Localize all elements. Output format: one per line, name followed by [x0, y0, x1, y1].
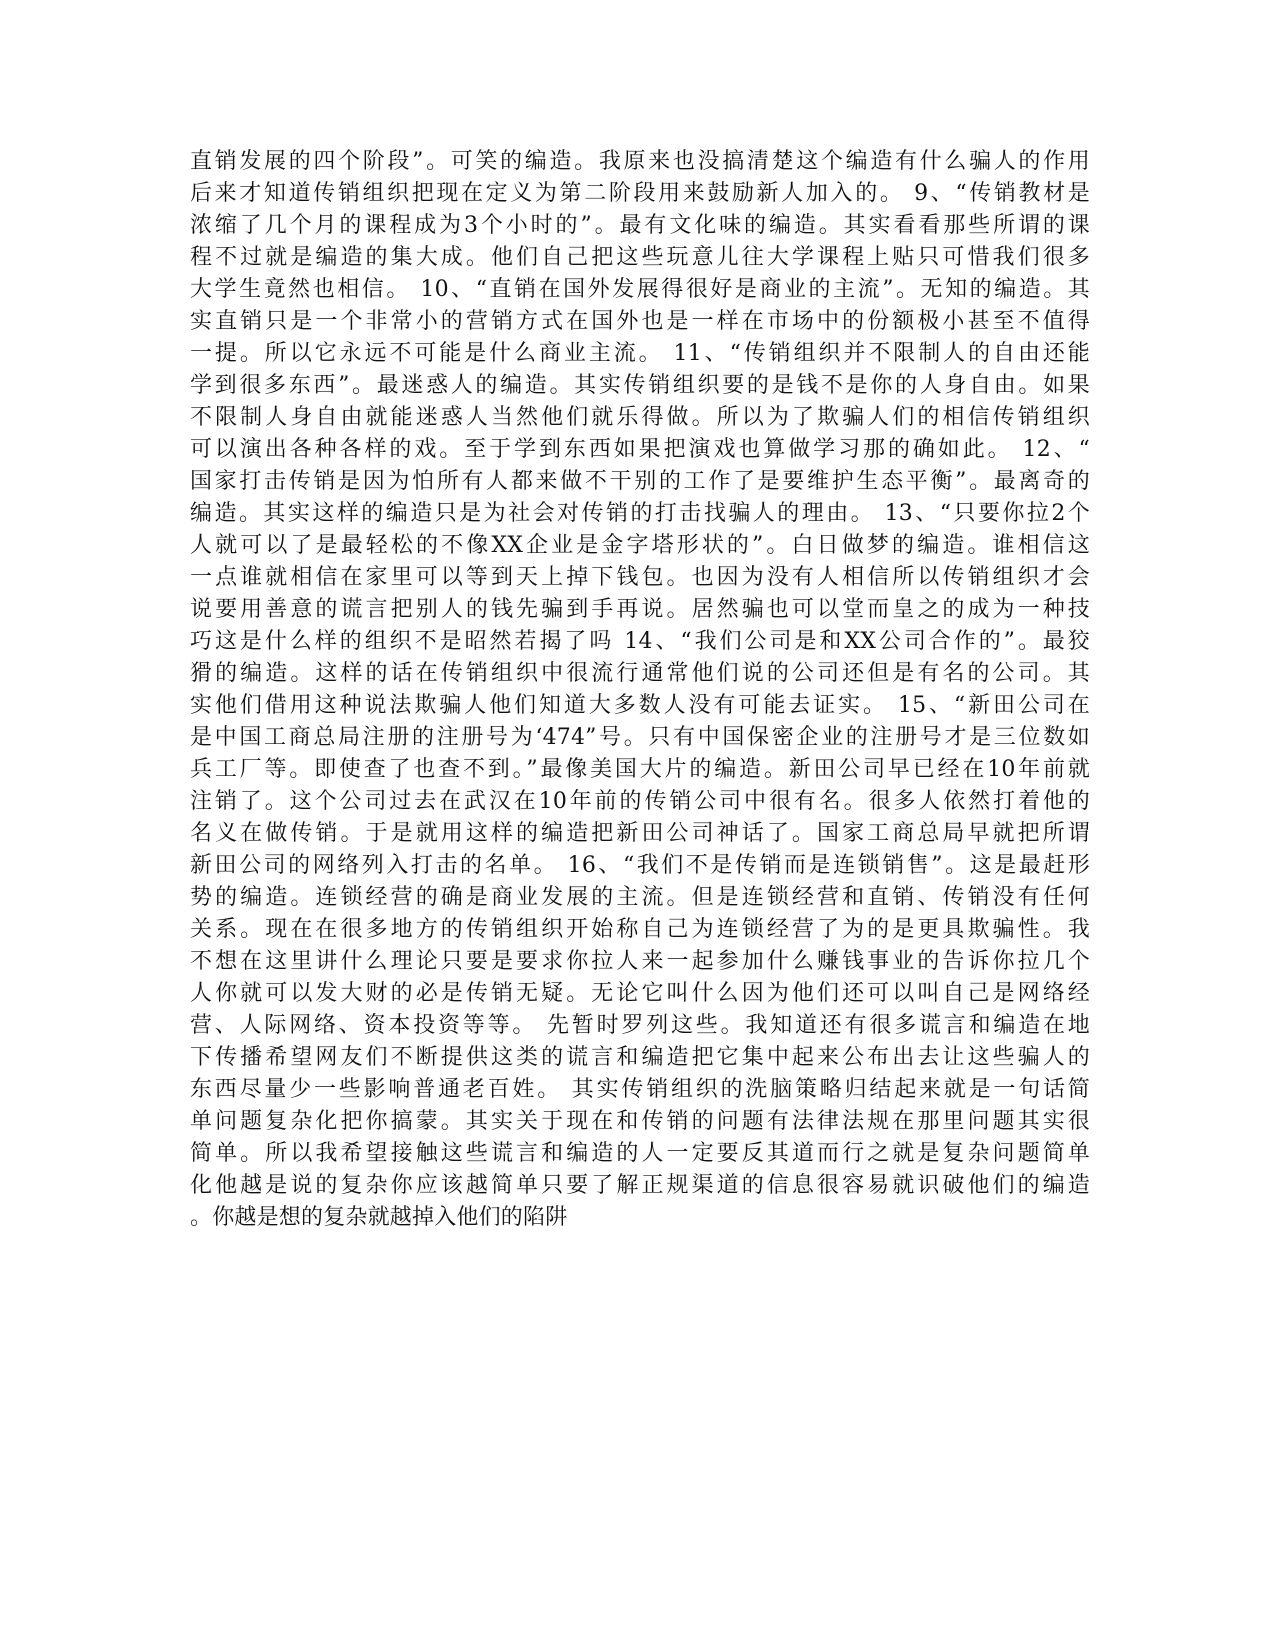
- text-line: 大学生竟然也相信。 10、“直销在国外发展得很好是商业的主流”。无知的编造。其: [190, 277, 1090, 302]
- text-line: 实他们借用这种说法欺骗人他们知道大多数人没有可能去证实。 15、“新田公司在: [190, 693, 1090, 718]
- text-line: 新田公司的网络列入打击的名单。 16、“我们不是传销而是连锁销售”。这是最赶形: [190, 853, 1090, 878]
- text-line: 营、人际网络、资本投资等等。 先暂时罗列这些。我知道还有很多谎言和编造在地: [190, 1013, 1090, 1038]
- text-line: 不限制人身自由就能迷惑人当然他们就乐得做。所以为了欺骗人们的相信传销组织: [190, 405, 1090, 430]
- text-line: 直销发展的四个阶段”。可笑的编造。我原来也没搞清楚这个编造有什么骗人的作用: [190, 149, 1090, 174]
- text-line: 人就可以了是最轻松的不像XX企业是金字塔形状的”。白日做梦的编造。谁相信这: [190, 533, 1090, 558]
- text-line: 化他越是说的复杂你应该越简单只要了解正规渠道的信息很容易就识破他们的编造: [190, 1173, 1090, 1198]
- text-line: 实直销只是一个非常小的营销方式在国外也是一样在市场中的份额极小甚至不值得: [190, 309, 1090, 334]
- text-line: 注销了。这个公司过去在武汉在10年前的传销公司中很有名。很多人依然打着他的: [190, 789, 1090, 814]
- text-line: 是中国工商总局注册的注册号为‘474”号。只有中国保密企业的注册号才是三位数如: [190, 725, 1090, 750]
- text-line: 一点谁就相信在家里可以等到天上掉下钱包。也因为没有人相信所以传销组织才会: [190, 565, 1090, 590]
- text-line: 简单。所以我希望接触这些谎言和编造的人一定要反其道而行之就是复杂问题简单: [190, 1141, 1090, 1166]
- text-line: 人你就可以发大财的必是传销无疑。无论它叫什么因为他们还可以叫自己是网络经: [190, 981, 1090, 1006]
- text-line: 东西尽量少一些影响普通老百姓。 其实传销组织的洗脑策略归结起来就是一句话简: [190, 1077, 1090, 1102]
- text-line: 。你越是想的复杂就越掉入他们的陷阱: [190, 1205, 568, 1230]
- text-line: 关系。现在在很多地方的传销组织开始称自己为连锁经营了为的是更具欺骗性。我: [190, 917, 1090, 942]
- text-line: 名义在做传销。于是就用这样的编造把新田公司神话了。国家工商总局早就把所谓: [190, 821, 1090, 846]
- text-line: 浓缩了几个月的课程成为3个小时的”。最有文化味的编造。其实看看那些所谓的课: [190, 213, 1090, 238]
- text-line: 不想在这里讲什么理论只要是要求你拉人来一起参加什么赚钱事业的告诉你拉几个: [190, 949, 1090, 974]
- text-line: 学到很多东西”。最迷惑人的编造。其实传销组织要的是钱不是你的人身自由。如果: [190, 373, 1090, 398]
- text-line: 单问题复杂化把你搞蒙。其实关于现在和传销的问题有法律法规在那里问题其实很: [190, 1109, 1090, 1134]
- text-line: 巧这是什么样的组织不是昭然若揭了吗 14、“我们公司是和XX公司合作的”。最狡: [190, 629, 1090, 654]
- text-line: 程不过就是编造的集大成。他们自己把这些玩意儿往大学课程上贴只可惜我们很多: [190, 245, 1090, 270]
- text-line: 势的编造。连锁经营的确是商业发展的主流。但是连锁经营和直销、传销没有任何: [190, 885, 1090, 910]
- text-line: 一提。所以它永远不可能是什么商业主流。 11、“传销组织并不限制人的自由还能: [190, 341, 1090, 366]
- text-line: 兵工厂等。即使查了也查不到。”最像美国大片的编造。新田公司早已经在10年前就: [190, 757, 1090, 782]
- text-line: 编造。其实这样的编造只是为社会对传销的打击找骗人的理由。 13、“只要你拉2个: [190, 501, 1090, 526]
- text-line: 说要用善意的谎言把别人的钱先骗到手再说。居然骗也可以堂而皇之的成为一种技: [190, 597, 1090, 622]
- text-line: 猾的编造。这样的话在传销组织中很流行通常他们说的公司还但是有名的公司。其: [190, 661, 1090, 686]
- body-text: [190, 146, 1090, 1234]
- text-line: 后来才知道传销组织把现在定义为第二阶段用来鼓励新人加入的。 9、“传销教材是: [190, 181, 1090, 206]
- text-line: 可以演出各种各样的戏。至于学到东西如果把演戏也算做学习那的确如此。 12、“: [190, 437, 1090, 462]
- text-line: 国家打击传销是因为怕所有人都来做不干别的工作了是要维护生态平衡”。最离奇的: [190, 469, 1090, 494]
- text-line: 下传播希望网友们不断提供这类的谎言和编造把它集中起来公布出去让这些骗人的: [190, 1045, 1090, 1070]
